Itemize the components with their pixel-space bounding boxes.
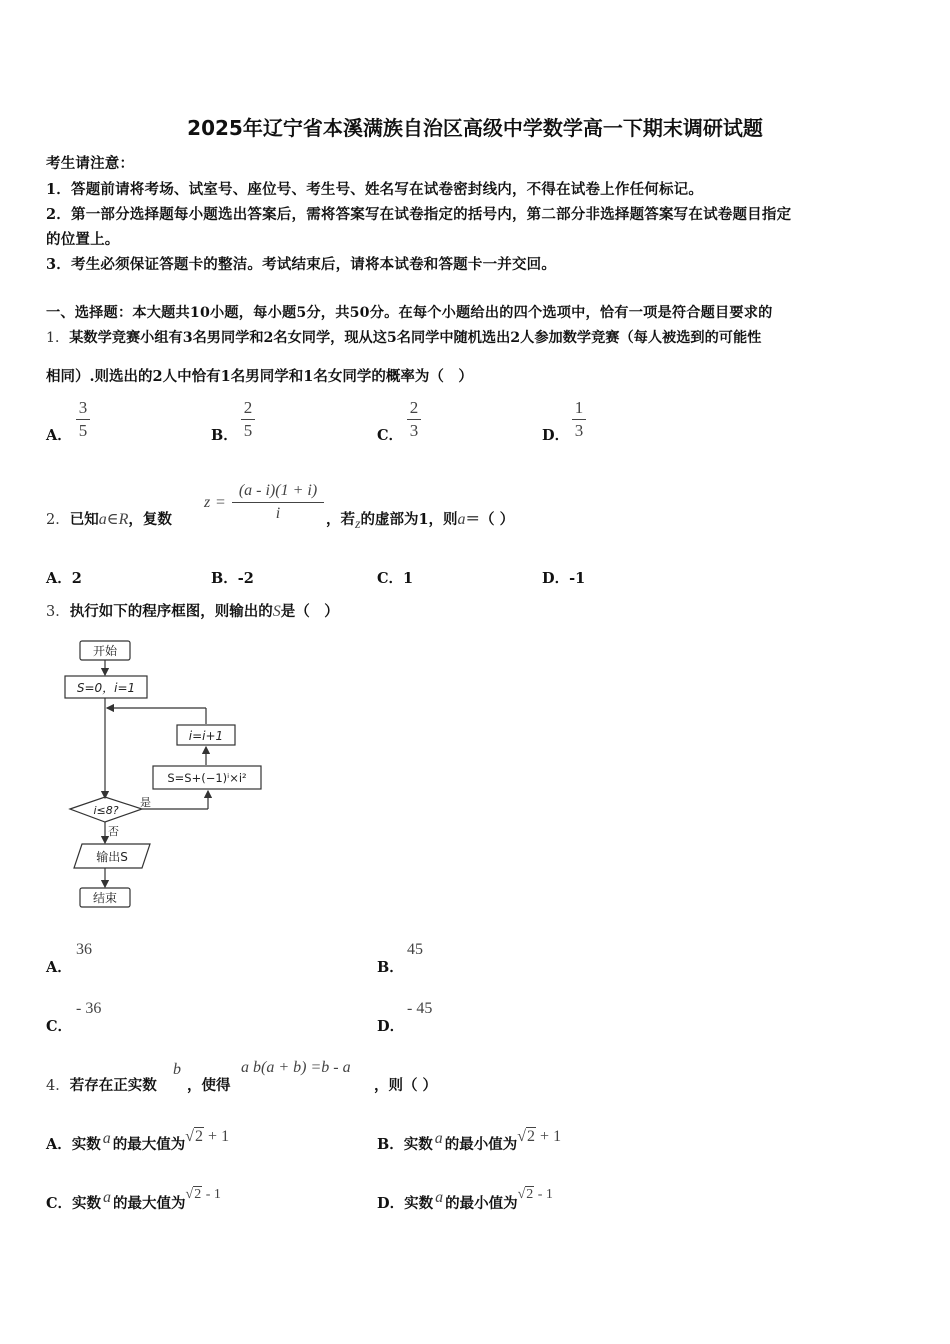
question-3-math-s: S [272, 603, 281, 620]
q1-option-d-denominator: 3 [574, 421, 584, 440]
q4-option-b-label: B． [377, 1136, 404, 1153]
q4-option-c: C．实数 a 的最大值为√2 - 1 [46, 1187, 221, 1212]
question-4-text-1: 若存在正实数 [69, 1077, 157, 1094]
q4-option-d: D．实数 a 的最小值为√2 - 1 [377, 1187, 553, 1212]
flow-end-label: 结束 [92, 891, 118, 905]
q1-option-a-label: A． [46, 427, 72, 444]
q4-option-c-post: 的最大值为 [113, 1195, 186, 1212]
q4-option-a-radicand: 2 [195, 1128, 204, 1145]
notice-item-3: 3．考生必须保证答题卡的整洁。考试结束后，请将本试卷和答题卡一并交回。 [46, 256, 557, 273]
q4-option-a-pre: 实数 [71, 1136, 101, 1153]
q1-option-a-numerator: 3 [78, 398, 88, 417]
question-2-text-5: ＝（ ） [465, 511, 515, 528]
flow-condition-label: i≤8? [93, 804, 119, 817]
question-2-text-3: ，若 [326, 511, 355, 528]
q4-option-c-radicand: 2 [194, 1187, 202, 1202]
q3-option-a-label: A． [46, 959, 72, 976]
question-4-equation: a b(a + b) =b - a [241, 1059, 351, 1076]
q3-option-a-value: 36 [76, 941, 92, 958]
q4-option-d-label: D． [377, 1195, 405, 1212]
q2-option-a-label: A． [46, 570, 72, 587]
q4-option-c-pre: 实数 [72, 1195, 102, 1212]
q1-option-c-denominator: 3 [409, 421, 419, 440]
question-2-math-z2: z [355, 517, 361, 532]
q3-option-d-value: - 45 [407, 1000, 433, 1017]
question-2-math-z: z [204, 494, 211, 511]
question-1-line-2: 相同）.则选出的2人中恰有1名男同学和1名女同学的概率为（ ） [46, 368, 473, 385]
question-2-math-a: a [457, 511, 466, 528]
q2-option-d-label: D． [542, 570, 570, 587]
q1-option-c-fraction [407, 398, 421, 441]
question-4-text-3: ，则（ ） [374, 1077, 438, 1094]
q2-option-c-label: C． [377, 570, 404, 587]
q4-option-d-tail: - 1 [534, 1187, 553, 1202]
q1-option-c-label: C． [377, 427, 404, 444]
flow-increment-label: i=i+1 [188, 729, 224, 743]
question-1-number: 1． [46, 330, 70, 346]
question-3-number: 3． [46, 604, 70, 620]
q1-option-d-fraction [572, 398, 586, 441]
flow-yes-label: 是 [140, 796, 151, 809]
question-4-math-b: b [173, 1061, 181, 1078]
notice-heading: 考生请注意： [46, 155, 135, 172]
q2-option-c-value: 1 [403, 570, 414, 587]
q3-option-b-value: 45 [407, 941, 423, 958]
q3-option-c-label: C． [46, 1018, 73, 1035]
q3-option-b-label: B． [377, 959, 404, 976]
program-flowchart [60, 636, 280, 911]
question-1-line-1 [46, 327, 761, 347]
q4-option-d-post: 的最小值为 [445, 1195, 518, 1212]
q4-option-b-tail: + 1 [536, 1128, 562, 1145]
q4-option-b-post: 的最小值为 [444, 1136, 518, 1153]
q3-option-c-value: - 36 [76, 1000, 102, 1017]
q2-option-b [211, 567, 254, 588]
q4-option-c-var: a [103, 1189, 112, 1206]
q4-option-a-label: A． [46, 1136, 72, 1153]
q1-option-d-numerator: 1 [574, 398, 584, 417]
question-2-equals: = [216, 494, 226, 511]
q4-option-c-tail: - 1 [202, 1187, 221, 1202]
flow-start-label: 开始 [92, 644, 118, 658]
q2-option-c [377, 567, 413, 588]
notice-item-2: 2．第一部分选择题每小题选出答案后，需将答案写在试卷指定的括号内，第二部分非选择题答案写在试卷题目指定 [46, 206, 792, 223]
question-2-text-2: ，复数 [128, 511, 172, 528]
q4-option-d-pre: 实数 [404, 1195, 434, 1212]
question-2-stem-tail [326, 508, 515, 532]
q2-option-b-label: B． [211, 570, 238, 587]
flow-output-label: 输出S [96, 850, 128, 864]
q4-option-b: B．实数 a 的最小值为√2 + 1 [377, 1128, 562, 1153]
q4-option-b-var: a [434, 1130, 443, 1147]
q1-option-d-label: D． [542, 427, 570, 444]
question-2-number: 2． [46, 512, 70, 528]
q2-option-b-value: -2 [237, 570, 254, 587]
notice-item-2-cont: 的位置上。 [46, 231, 120, 248]
q4-option-d-radicand: 2 [526, 1187, 534, 1202]
question-2-stem [46, 508, 172, 529]
q1-option-b-fraction [241, 398, 255, 441]
notice-item-1: 1．答题前请将考场、试室号、座位号、考生号、姓名写在试卷密封线内，不得在试卷上作任何标记。 [46, 181, 704, 198]
q2-option-d-value: -1 [569, 570, 586, 587]
q4-option-a: A．实数 a 的最大值为√2 + 1 [46, 1128, 230, 1153]
section-header: 一、选择题：本大题共10小题，每小题5分，共50分。在每个小题给出的四个选项中，恰有一项是符合题目要求的 [46, 305, 773, 321]
question-2-fraction-denominator: i [275, 505, 281, 522]
q2-option-d [542, 567, 585, 588]
q3-option-d-label: D． [377, 1018, 405, 1035]
q4-option-a-tail: + 1 [204, 1128, 230, 1145]
q1-option-b-numerator: 2 [243, 398, 253, 417]
question-2-fraction [232, 481, 324, 524]
q4-option-a-post: 的最大值为 [112, 1136, 186, 1153]
question-2-text-1: 已知 [69, 511, 99, 528]
page-title: 2025年辽宁省本溪满族自治区高级中学数学高一下期末调研试题 [187, 116, 763, 140]
question-4-text-2: ，使得 [187, 1077, 231, 1094]
question-2-math-a-in-r: a∈R [98, 511, 129, 528]
question-3-stem [46, 600, 339, 621]
q2-option-a-value: 2 [71, 570, 82, 587]
q1-option-c-numerator: 2 [409, 398, 419, 417]
flow-no-label: 否 [108, 825, 119, 838]
q4-option-c-label: C． [46, 1195, 73, 1212]
q1-option-b-denominator: 5 [243, 421, 253, 440]
q4-option-d-var: a [435, 1189, 444, 1206]
q4-option-a-var: a [102, 1130, 111, 1147]
q2-option-a [46, 567, 82, 588]
q4-option-b-radicand: 2 [527, 1128, 536, 1145]
q1-option-a-fraction [76, 398, 90, 441]
question-3-text-2: 是（ ） [280, 603, 339, 620]
q1-option-b-label: B． [211, 427, 238, 444]
question-4-stem [46, 1074, 157, 1095]
flow-update-label: S=S+(−1)ⁱ×i² [167, 771, 247, 785]
q1-option-a-denominator: 5 [78, 421, 88, 440]
question-2-fraction-numerator: (a - i)(1 + i) [238, 482, 318, 499]
question-1-text-1: 某数学竞赛小组有3名男同学和2名女同学，现从这5名同学中随机选出2人参加数学竞赛（每人被选到的可能性 [69, 330, 762, 346]
question-2-text-4: 的虚部为1，则 [360, 511, 458, 528]
flow-init-label: S=0，i=1 [76, 681, 136, 695]
question-3-text-1: 执行如下的程序框图，则输出的 [69, 603, 273, 620]
question-4-number: 4． [46, 1078, 70, 1094]
q4-option-b-pre: 实数 [403, 1136, 433, 1153]
